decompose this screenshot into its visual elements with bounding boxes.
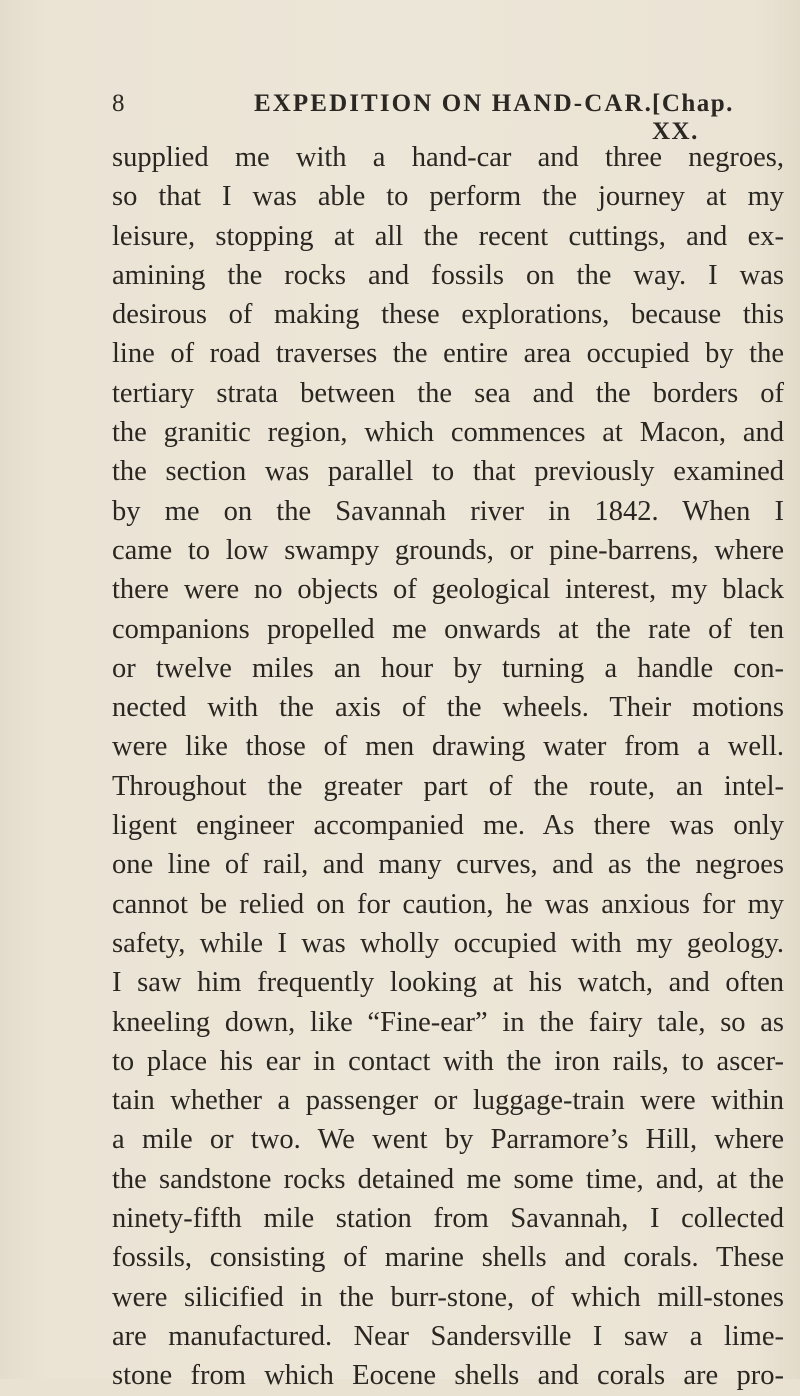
text-line: safety, while I was wholly occupied with my geology.: [112, 927, 784, 959]
text-line: cannot be relied on for caution, he was anxious for my: [112, 888, 784, 920]
text-line: companions propelled me onwards at the rate of ten: [112, 613, 784, 645]
text-line: desirous of making these explorations, because this: [112, 299, 784, 331]
body-text: [112, 138, 784, 1396]
text-line: one line of rail, and many curves, and as the negroes: [112, 849, 784, 881]
text-line: were silicified in the burr-stone, of which mill-stones: [112, 1281, 784, 1313]
text-line: by me on the Savannah river in 1842. When I: [112, 495, 784, 527]
text-line: so that I was able to perform the journey at my: [112, 181, 784, 213]
text-line: the granitic region, which commences at Macon, and: [112, 417, 784, 449]
text-line: supplied me with a hand-car and three negroes,: [112, 142, 784, 173]
text-line: Throughout the greater part of the route, an intel-: [112, 770, 784, 802]
text-line: kneeling down, like “Fine-ear” in the fairy tale, so as: [112, 1006, 784, 1038]
text-line: tain whether a passenger or luggage-train were within: [112, 1085, 784, 1117]
running-header: [112, 90, 784, 145]
text-line: are manufactured. Near Sandersville I saw a lime-: [112, 1320, 784, 1352]
text-line: came to low swampy grounds, or pine-barrens, where: [112, 534, 784, 566]
text-line: ligent engineer accompanied me. As there was only: [112, 810, 784, 842]
page-number: 8: [112, 90, 127, 117]
text-line: the section was parallel to that previously examined: [112, 456, 784, 488]
text-line: fossils, consisting of marine shells and corals. These: [112, 1242, 784, 1274]
chapter-label: [Chap. XX.: [652, 90, 734, 145]
text-line: to place his ear in contact with the iron rails, to ascer-: [112, 1045, 784, 1077]
text-line: leisure, stopping at all the recent cuttings, and ex-: [112, 220, 784, 252]
running-title: EXPEDITION ON HAND-CAR.: [254, 90, 654, 117]
text-line: line of road traverses the entire area occupied by the: [112, 338, 784, 370]
text-line: stone from which Eocene shells and corals are pro-: [112, 1360, 784, 1392]
text-line: ninety-fifth mile station from Savannah, I collected: [112, 1203, 784, 1235]
text-line: there were no objects of geological interest, my black: [112, 574, 784, 606]
text-line: amining the rocks and fossils on the way. I was: [112, 259, 784, 291]
text-line: or twelve miles an hour by turning a handle con-: [112, 652, 784, 684]
text-line: tertiary strata between the sea and the borders of: [112, 377, 784, 409]
text-line: I saw him frequently looking at his watch, and often: [112, 967, 784, 999]
text-line: were like those of men drawing water from a well.: [112, 731, 784, 763]
text-line: a mile or two. We went by Parramore’s Hill, where: [112, 1124, 784, 1156]
text-line: the sandstone rocks detained me some time, and, at the: [112, 1163, 784, 1195]
text-line: nected with the axis of the wheels. Their motions: [112, 692, 784, 724]
